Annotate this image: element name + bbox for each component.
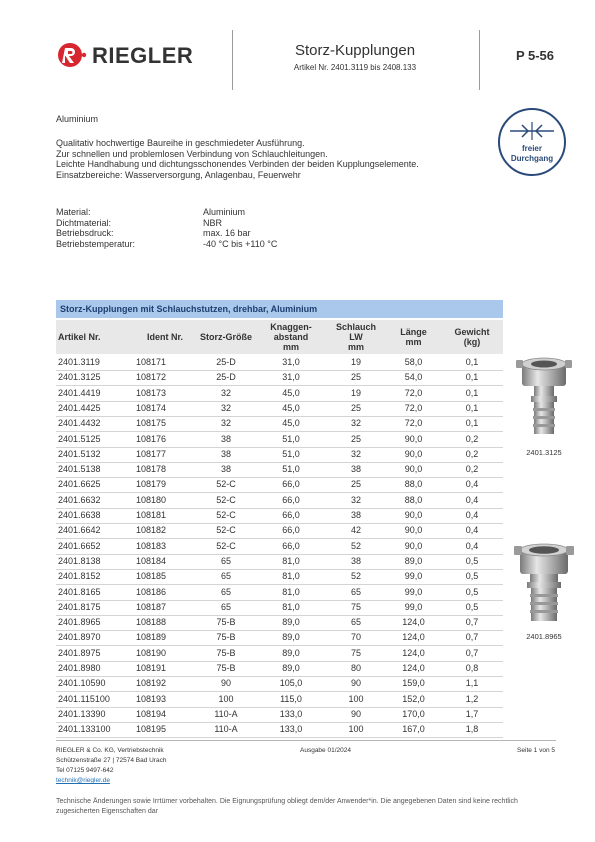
col-gewicht: 1,8 [465, 724, 479, 735]
col-schlauch-lw: 70 [350, 632, 361, 643]
col-gewicht: 0,2 [465, 464, 479, 475]
table-header-row [56, 320, 503, 354]
col-artikel-nr: 2401.8152 [58, 571, 101, 582]
col-schlauch-lw: 80 [350, 663, 361, 673]
col-laenge: 88,0 [404, 479, 423, 490]
col-laenge: 170,0 [402, 708, 425, 719]
col-schlauch-lw: 25 [350, 433, 361, 444]
product-image-2 [512, 540, 576, 625]
col-storz-groesse: 110-A [214, 724, 238, 735]
col-knaggenabstand: 81,0 [282, 571, 300, 582]
column-header-line: Schlauch [335, 322, 376, 332]
col-knaggenabstand-header [256, 320, 326, 354]
col-gewicht: 0,1 [465, 372, 479, 383]
col-knaggenabstand: 66,0 [282, 479, 300, 490]
col-ident-nr: 108180 [136, 494, 167, 505]
col-schlauch-lw: 75 [350, 647, 361, 658]
col-laenge: 99,0 [404, 571, 423, 582]
footer-contact [56, 746, 166, 786]
table-row [56, 707, 503, 723]
spec-label: Dichtmaterial: [56, 217, 112, 228]
col-knaggenabstand: 31,0 [282, 372, 300, 383]
col-knaggenabstand: 89,0 [282, 632, 300, 643]
brand-name: RIEGLER [92, 43, 194, 68]
col-laenge: 90,0 [404, 510, 423, 520]
free-passage-icon [496, 106, 568, 178]
col-knaggenabstand: 81,0 [282, 555, 300, 566]
col-storz-groesse: 38 [220, 464, 231, 475]
col-schlauch-lw: 32 [350, 494, 361, 505]
description-line: Qualitativ hochwertige Baureihe in geschmiedeter Ausführung. [56, 138, 305, 148]
col-gewicht: 0,4 [465, 494, 479, 505]
col-ident-nr: 108188 [136, 617, 167, 628]
table-row [56, 370, 503, 386]
col-laenge: 159,0 [402, 678, 425, 689]
column-header-line: abstand [273, 332, 309, 342]
col-laenge: 90,0 [404, 540, 423, 551]
spec-value: -40 °C bis +110 °C [203, 238, 278, 249]
col-storz-groesse: 100 [218, 693, 234, 704]
table-row [56, 493, 503, 509]
col-knaggenabstand: 51,0 [282, 448, 300, 459]
footer-page: Seite 1 von 5 [517, 747, 555, 754]
page-title: Storz-Kupplungen [294, 42, 416, 59]
footer-edition: Ausgabe 01/2024 [300, 747, 351, 754]
col-artikel-nr: 2401.3119 [58, 357, 100, 367]
spec-label: Material: [56, 207, 91, 217]
col-ident-nr: 108190 [136, 647, 167, 658]
col-laenge: 124,0 [402, 617, 425, 628]
col-laenge: 90,0 [404, 433, 423, 444]
col-storz-groesse: 52-C [216, 494, 236, 505]
col-gewicht: 0,5 [465, 586, 479, 597]
col-storz-groesse: 65 [220, 555, 231, 566]
col-ident-nr: 108194 [136, 708, 167, 719]
col-gewicht: 1,2 [465, 693, 479, 704]
col-schlauch-lw: 52 [350, 571, 361, 582]
table-row [56, 432, 503, 448]
table-row [56, 462, 503, 478]
col-schlauch-lw: 90 [350, 678, 361, 689]
product-image-1 [512, 350, 576, 440]
col-laenge: 90,0 [404, 464, 423, 475]
column-header-line: Artikel Nr. [58, 332, 101, 342]
col-gewicht: 0,1 [465, 402, 479, 413]
spec-label: Betriebsdruck: [56, 228, 114, 238]
col-schlauch-lw: 38 [350, 555, 361, 566]
col-ident-nr: 108172 [136, 372, 167, 383]
col-artikel-nr: 2401.4419 [58, 387, 101, 398]
column-header-line: LW [349, 332, 363, 342]
col-storz-groesse: 52-C [216, 540, 236, 551]
col-storz-groesse: 52-C [216, 510, 236, 520]
column-header-line: Gewicht [454, 327, 490, 337]
col-knaggenabstand: 133,0 [279, 724, 303, 735]
col-artikel-nr: 2401.6632 [58, 494, 101, 505]
col-gewicht: 0,5 [465, 571, 479, 582]
col-schlauch-lw: 38 [350, 464, 361, 475]
storz-coupling-image [512, 350, 576, 440]
col-schlauch-lw: 19 [350, 357, 361, 367]
col-knaggenabstand: 133,0 [279, 708, 303, 719]
product-image-2-label: 2401.8965 [526, 632, 562, 641]
page-code: P 5-56 [515, 48, 555, 63]
col-artikel-nr: 2401.8138 [58, 555, 101, 566]
col-ident-nr-header [134, 320, 196, 354]
col-laenge: 99,0 [404, 586, 423, 597]
table-row [56, 646, 503, 662]
column-header-line: Knaggen- [270, 322, 312, 332]
column-header-line: Storz-Größe [199, 332, 252, 342]
col-knaggenabstand: 45,0 [282, 402, 300, 413]
col-gewicht: 0,8 [465, 663, 479, 673]
table-row [56, 630, 503, 646]
col-storz-groesse: 32 [220, 387, 231, 398]
col-laenge-header [386, 320, 441, 354]
col-artikel-nr: 2401.6625 [58, 479, 101, 490]
specs-list [56, 207, 356, 249]
col-schlauch-lw: 90 [350, 708, 361, 719]
col-ident-nr: 108175 [136, 418, 167, 429]
col-artikel-nr: 2401.8980 [58, 663, 101, 673]
col-storz-groesse: 38 [220, 433, 231, 444]
col-artikel-nr: 2401.8965 [58, 617, 101, 628]
col-storz-groesse-header [196, 320, 256, 354]
col-gewicht: 0,1 [465, 418, 479, 429]
col-laenge: 124,0 [402, 632, 425, 643]
free-passage-badge [496, 106, 568, 178]
spec-row [56, 239, 356, 250]
riegler-logo [56, 38, 216, 72]
badge-line1: freier [521, 144, 542, 153]
col-ident-nr: 108173 [136, 387, 167, 398]
table-row [56, 416, 503, 432]
col-gewicht: 0,5 [465, 555, 479, 566]
page-subtitle: Artikel Nr. 2401.3119 bis 2408.133 [293, 63, 417, 72]
col-gewicht: 0,2 [465, 448, 479, 459]
col-laenge: 88,0 [404, 494, 423, 505]
col-artikel-nr: 2401.5138 [58, 464, 101, 475]
spec-row [56, 218, 356, 229]
col-knaggenabstand: 66,0 [282, 510, 300, 520]
table-row [56, 615, 503, 631]
column-header-line: Ident Nr. [146, 332, 183, 342]
table-row [56, 386, 503, 402]
col-ident-nr: 108195 [136, 724, 167, 735]
col-artikel-nr: 2401.10590 [58, 678, 106, 689]
col-knaggenabstand: 31,0 [282, 357, 300, 367]
spec-value: max. 16 bar [203, 228, 251, 238]
col-storz-groesse: 52-C [216, 479, 236, 490]
col-gewicht-header [441, 320, 503, 354]
col-ident-nr: 108171 [136, 357, 167, 367]
col-gewicht: 0,7 [465, 647, 479, 658]
col-schlauch-lw: 52 [350, 540, 361, 551]
footer-email-link[interactable]: technik@riegler.de [56, 777, 110, 784]
col-laenge: 90,0 [404, 525, 423, 536]
col-knaggenabstand: 89,0 [282, 647, 300, 658]
col-ident-nr: 108181 [136, 510, 167, 520]
column-header-line: Länge [400, 327, 427, 337]
table-row [56, 569, 503, 585]
col-gewicht: 0,4 [465, 479, 479, 490]
col-artikel-nr: 2401.115100 [58, 693, 110, 704]
description-line: Einsatzbereiche: Wasserversorgung, Anlagenbau, Feuerwehr [56, 169, 301, 180]
col-gewicht: 0,5 [465, 601, 479, 612]
column-header-line: mm [282, 342, 299, 352]
col-storz-groesse: 25-D [216, 372, 236, 383]
col-storz-groesse: 75-B [216, 632, 236, 643]
col-gewicht: 0,7 [465, 632, 479, 643]
storz-coupling-image [512, 540, 576, 625]
col-knaggenabstand: 89,0 [282, 663, 300, 673]
table-row [56, 523, 503, 539]
footer-company: RIEGLER & Co. KG, Vertriebstechnik [56, 747, 164, 754]
col-ident-nr: 108193 [136, 693, 167, 704]
col-gewicht: 0,1 [465, 357, 479, 367]
col-storz-groesse: 25-D [216, 357, 236, 367]
col-gewicht: 1,1 [465, 678, 479, 689]
col-storz-groesse: 75-B [216, 663, 236, 673]
description-line: Leichte Handhabung und dichtungsschonendes Verbinden der beiden Kupplungselemente. [56, 159, 419, 169]
footer-disclaimer: Technische Änderungen sowie Irrtümer vorbehalten. Die Eignungsprüfung obliegt dem/der Anwender*in. Die angegebenen Daten sind keine rechtlich zugesicherten Eigenschaften dar [56, 798, 518, 815]
col-schlauch-lw: 32 [350, 418, 361, 429]
table-row [56, 355, 503, 371]
col-laenge: 58,0 [404, 357, 423, 367]
col-ident-nr: 108189 [136, 632, 167, 643]
col-schlauch-lw: 38 [350, 510, 361, 520]
col-knaggenabstand: 45,0 [282, 387, 300, 398]
badge-line2: Durchgang [510, 154, 554, 163]
col-artikel-nr: 2401.6638 [58, 510, 101, 520]
col-ident-nr: 108192 [136, 678, 167, 689]
table-row [56, 539, 503, 555]
spec-value: NBR [203, 217, 223, 228]
col-knaggenabstand: 66,0 [282, 525, 300, 536]
col-schlauch-lw: 32 [350, 448, 361, 459]
spec-label: Betriebstemperatur: [56, 238, 136, 249]
col-knaggenabstand: 66,0 [282, 540, 300, 551]
col-gewicht: 0,7 [465, 617, 479, 628]
col-laenge: 72,0 [404, 418, 423, 429]
col-knaggenabstand: 115,0 [280, 693, 302, 704]
col-artikel-nr: 2401.6652 [58, 540, 101, 551]
footer-divider [56, 740, 556, 741]
col-storz-groesse: 90 [220, 678, 231, 689]
col-knaggenabstand: 51,0 [282, 464, 300, 475]
table-title: Storz-Kupplungen mit Schlauchstutzen, drehbar, Aluminium [56, 300, 503, 318]
col-ident-nr: 108183 [136, 540, 167, 551]
col-artikel-nr: 2401.4432 [58, 418, 101, 429]
table-row [56, 722, 503, 738]
col-ident-nr: 108184 [136, 555, 167, 566]
col-schlauch-lw: 25 [350, 479, 361, 490]
col-artikel-nr-header [56, 320, 136, 354]
col-storz-groesse: 32 [220, 418, 231, 429]
col-knaggenabstand: 51,0 [282, 433, 300, 444]
col-schlauch-lw-header [326, 320, 386, 354]
col-storz-groesse: 110-A [214, 708, 238, 719]
description-line: Zur schnellen und problemlosen Verbindung von Schlauchleitungen. [56, 148, 328, 159]
footer-address: Schützenstraße 27 | 72574 Bad Urach [56, 757, 167, 764]
col-storz-groesse: 52-C [216, 525, 236, 536]
column-header-line: mm [405, 337, 422, 347]
col-storz-groesse: 75-B [216, 647, 236, 658]
spec-row [56, 228, 356, 239]
col-laenge: 89,0 [404, 555, 423, 566]
col-artikel-nr: 2401.6642 [58, 525, 101, 536]
col-laenge: 99,0 [404, 601, 423, 612]
header-divider-right [479, 30, 480, 90]
col-ident-nr: 108186 [136, 586, 167, 597]
col-ident-nr: 108182 [136, 525, 167, 536]
col-ident-nr: 108177 [136, 448, 167, 459]
col-ident-nr: 108187 [136, 601, 167, 612]
col-gewicht: 1,7 [465, 708, 479, 719]
col-laenge: 124,0 [402, 647, 425, 658]
col-laenge: 72,0 [404, 402, 423, 413]
col-artikel-nr: 2401.5132 [58, 448, 101, 459]
table-row [56, 477, 503, 493]
col-artikel-nr: 2401.4425 [58, 402, 101, 413]
col-artikel-nr: 2401.5125 [58, 433, 101, 444]
col-laenge: 152,0 [402, 693, 425, 704]
col-gewicht: 0,4 [465, 525, 479, 536]
table-row [56, 585, 503, 601]
table-row [56, 401, 503, 417]
col-laenge: 167,0 [402, 724, 425, 735]
col-knaggenabstand: 45,0 [282, 418, 300, 429]
col-gewicht: 0,4 [465, 510, 479, 520]
table-row [56, 661, 503, 677]
col-knaggenabstand: 81,0 [282, 601, 300, 612]
col-laenge: 90,0 [404, 448, 423, 459]
material-heading: Aluminium [56, 114, 99, 124]
col-artikel-nr: 2401.8175 [58, 601, 101, 612]
col-schlauch-lw: 42 [350, 525, 361, 536]
col-storz-groesse: 32 [220, 402, 231, 413]
col-storz-groesse: 65 [220, 571, 231, 582]
col-laenge: 124,0 [402, 663, 425, 673]
col-storz-groesse: 65 [220, 601, 231, 612]
col-artikel-nr: 2401.8975 [58, 647, 101, 658]
col-ident-nr: 108185 [136, 571, 167, 582]
col-storz-groesse: 75-B [216, 617, 236, 628]
col-storz-groesse: 65 [220, 586, 231, 597]
col-knaggenabstand: 81,0 [282, 586, 300, 597]
col-artikel-nr: 2401.8165 [58, 586, 101, 597]
col-laenge: 54,0 [404, 372, 423, 383]
col-ident-nr: 108174 [136, 402, 167, 413]
col-laenge: 72,0 [404, 387, 423, 398]
col-schlauch-lw: 75 [350, 601, 361, 612]
table-row [56, 447, 503, 463]
table-row [56, 692, 503, 708]
table-row [56, 600, 503, 616]
col-artikel-nr: 2401.133100 [58, 724, 111, 735]
table-row [56, 676, 503, 692]
col-knaggenabstand: 66,0 [282, 494, 300, 505]
col-storz-groesse: 38 [220, 448, 231, 459]
col-artikel-nr: 2401.13390 [58, 708, 106, 719]
col-ident-nr: 108179 [136, 479, 167, 490]
table-row [56, 508, 503, 524]
col-artikel-nr: 2401.3125 [58, 372, 101, 383]
col-schlauch-lw: 19 [350, 387, 361, 398]
col-artikel-nr: 2401.8970 [58, 632, 101, 643]
description [56, 138, 486, 180]
col-schlauch-lw: 25 [350, 402, 361, 413]
col-schlauch-lw: 65 [350, 617, 361, 628]
header-divider [232, 30, 233, 90]
col-knaggenabstand: 89,0 [282, 617, 300, 628]
col-gewicht: 0,1 [465, 387, 479, 398]
col-ident-nr: 108178 [136, 464, 167, 475]
footer-phone: Tel 07125 9497-642 [56, 767, 114, 774]
col-gewicht: 0,4 [465, 540, 479, 551]
col-ident-nr: 108176 [136, 433, 167, 444]
col-schlauch-lw: 65 [350, 586, 361, 597]
spec-value: Aluminium [203, 207, 246, 217]
col-schlauch-lw: 25 [350, 372, 361, 383]
table-row [56, 554, 503, 570]
column-header-line: mm [347, 342, 364, 352]
col-schlauch-lw: 100 [348, 724, 364, 735]
col-ident-nr: 108191 [136, 663, 167, 673]
column-header-line: (kg) [463, 337, 481, 347]
col-schlauch-lw: 100 [348, 693, 364, 704]
product-image-1-label: 2401.3125 [526, 448, 562, 457]
col-gewicht: 0,2 [465, 433, 479, 444]
col-knaggenabstand: 105,0 [279, 678, 303, 689]
spec-row [56, 207, 356, 218]
